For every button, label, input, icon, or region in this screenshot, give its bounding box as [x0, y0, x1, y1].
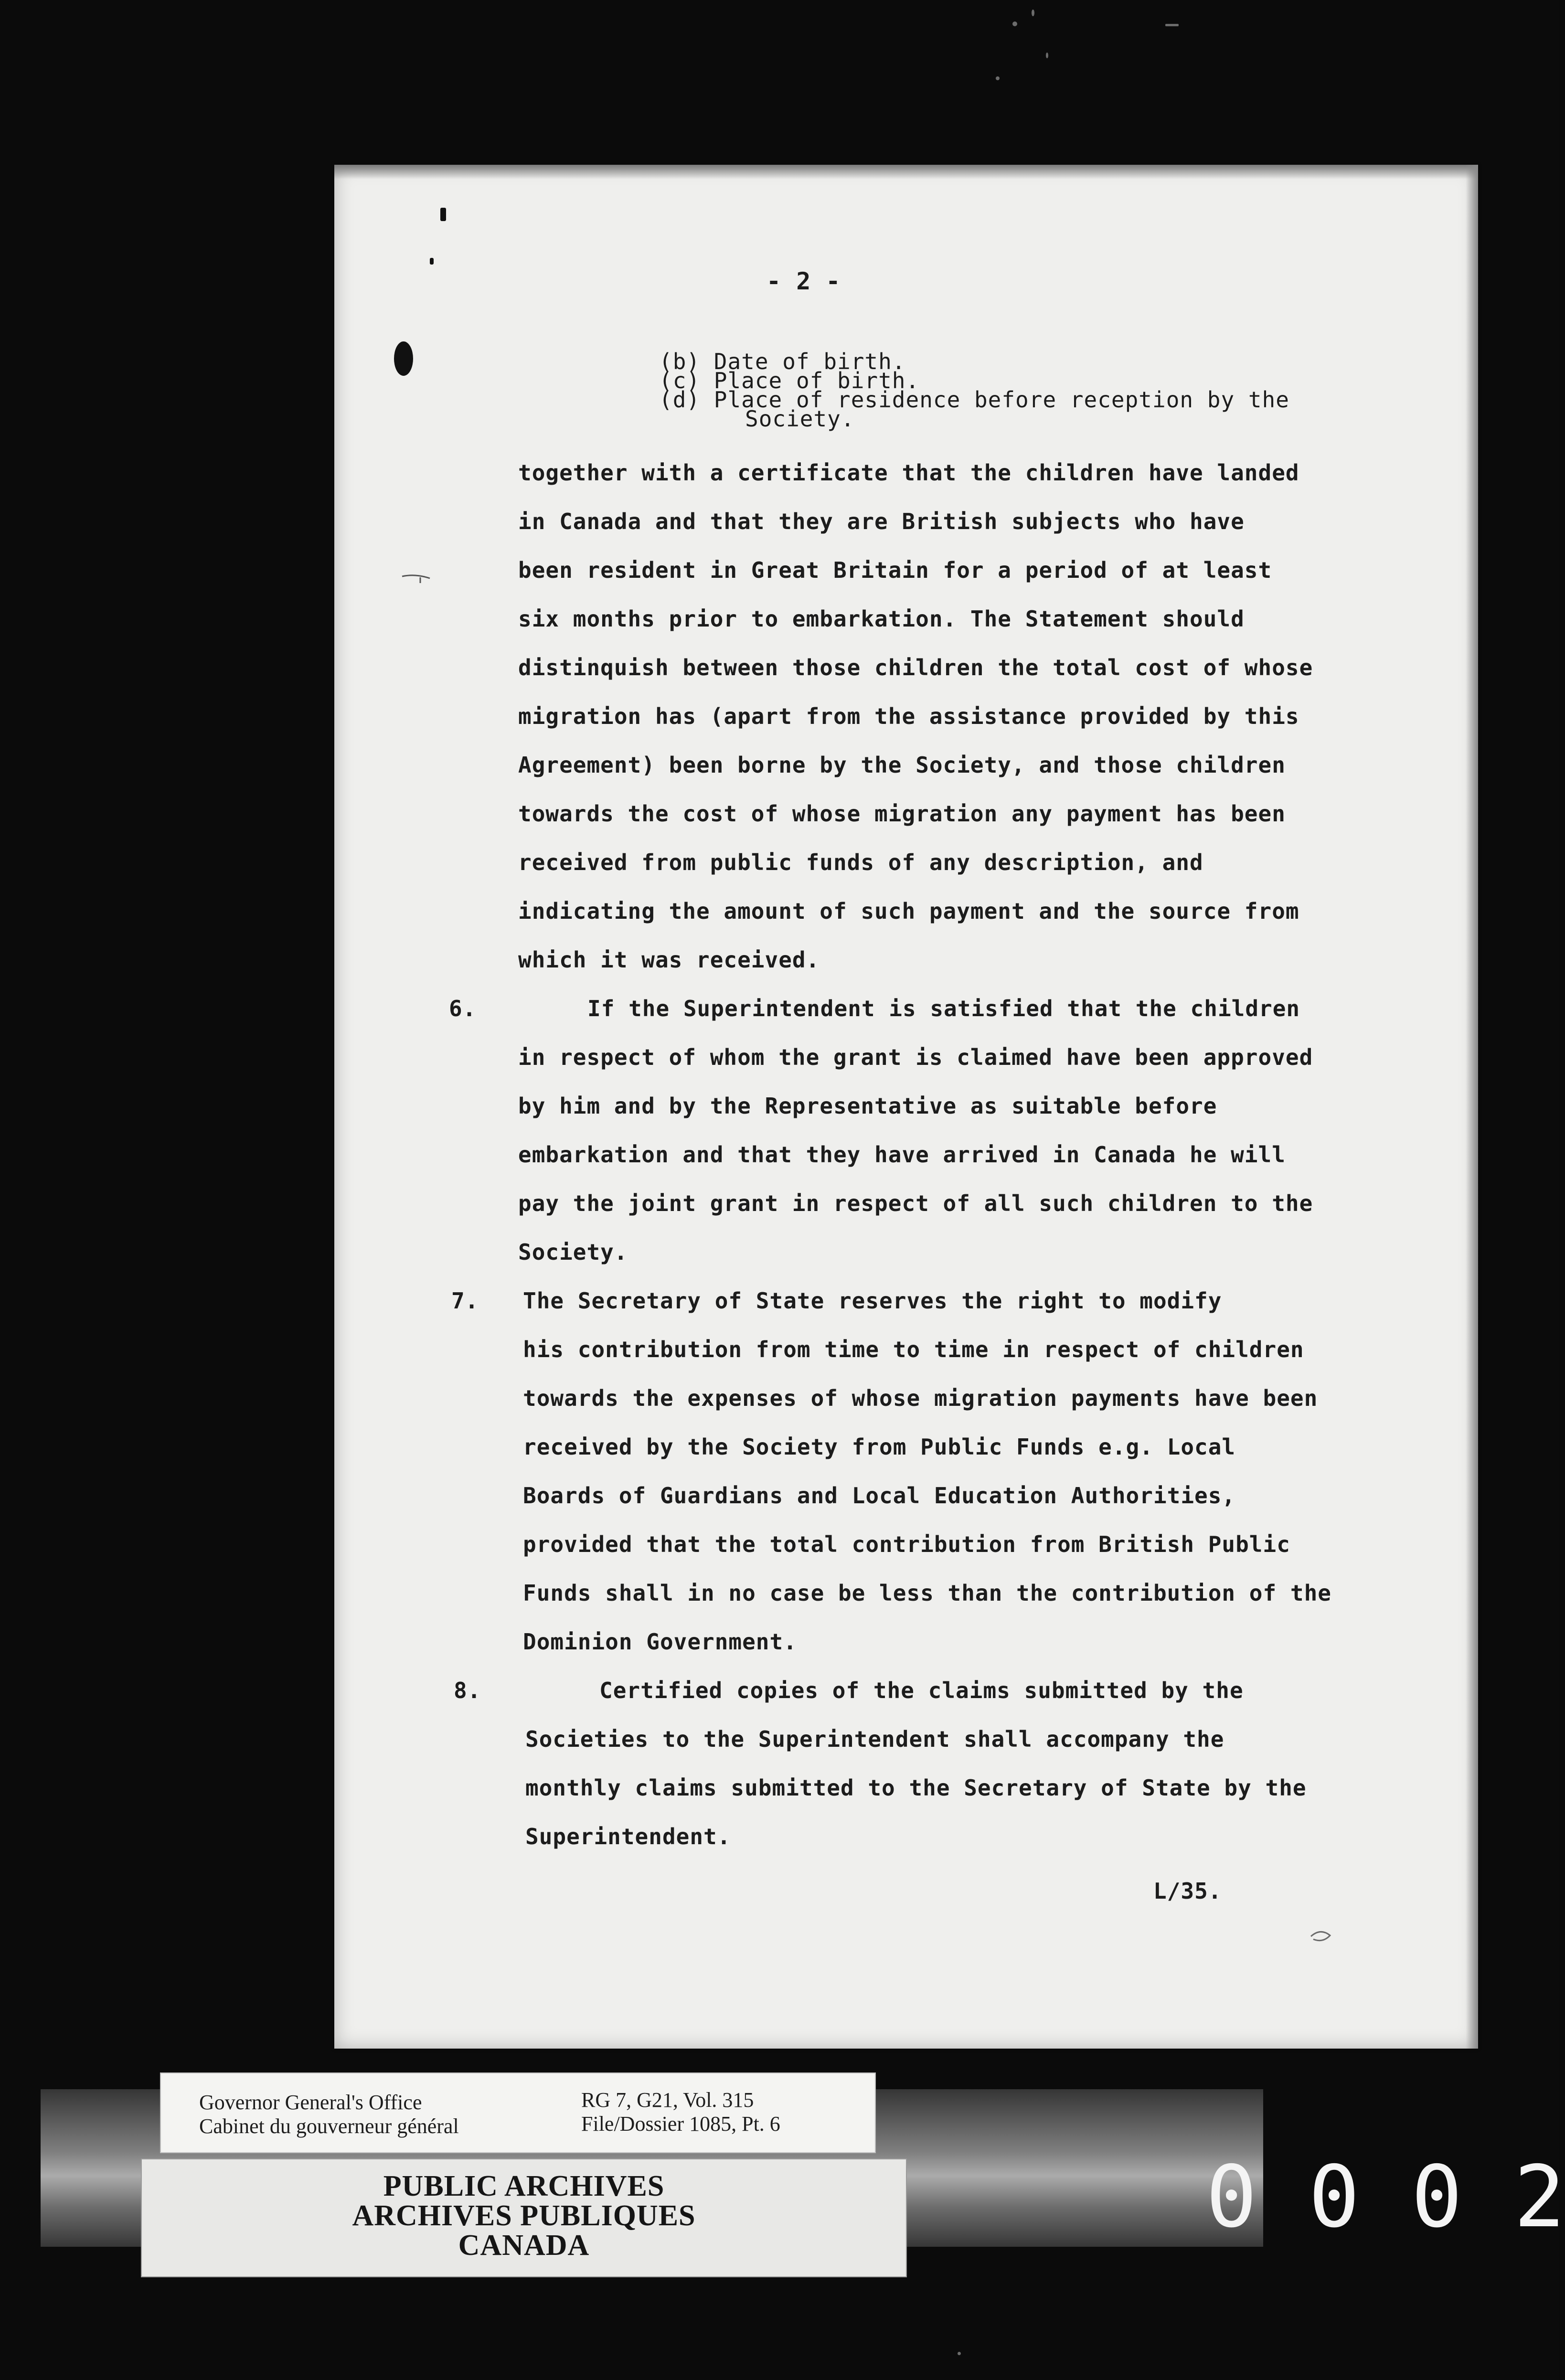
paragraph-line: his contribution from time to time in respect of children	[523, 1337, 1304, 1362]
paragraph-line: embarkation and that they have arrived in Canada he will	[518, 1142, 1286, 1168]
archives-line-country: CANADA	[458, 2229, 590, 2262]
pencil-mark	[1309, 1927, 1337, 1946]
paragraph-number: 6.	[449, 996, 477, 1021]
paragraph-line: in respect of whom the grant is claimed have been approved	[518, 1044, 1313, 1070]
frame-number-digit: 0	[1411, 2147, 1463, 2246]
document-page	[334, 165, 1478, 2049]
paragraph-line: migration has (apart from the assistance provided by this	[518, 703, 1299, 729]
paragraph-line: The Secretary of State reserves the right to modify	[523, 1288, 1222, 1314]
frame-number-digit: 2	[1514, 2147, 1565, 2246]
film-speck	[1012, 21, 1017, 26]
office-name-english: Governor General's Office	[199, 2091, 422, 2114]
punch-mark	[430, 258, 434, 265]
paragraph-line: Certified copies of the claims submitted by the	[599, 1678, 1244, 1703]
archives-line-french: ARCHIVES PUBLIQUES	[352, 2199, 696, 2232]
paragraph-line: Boards of Guardians and Local Education Authorities,	[523, 1483, 1236, 1509]
archive-reference-label	[160, 2072, 876, 2153]
list-item-c: (c) Place of birth.	[659, 368, 920, 393]
paragraph-line: been resident in Great Britain for a period of at least	[518, 557, 1272, 583]
page-number: - 2 -	[767, 267, 841, 295]
record-group: RG 7, G21, Vol. 315	[581, 2088, 754, 2112]
paragraph-line: indicating the amount of such payment and the source from	[518, 898, 1299, 924]
paragraph-line: pay the joint grant in respect of all such children to the	[518, 1190, 1313, 1216]
film-speck	[996, 76, 1000, 80]
paragraph-line: received from public funds of any description, and	[518, 850, 1203, 875]
file-number: File/Dossier 1085, Pt. 6	[581, 2112, 780, 2136]
paragraph-line: towards the expenses of whose migration payments have been	[523, 1385, 1318, 1411]
paragraph-line: in Canada and that they are British subjects who have	[518, 509, 1245, 534]
paragraph-line: received by the Society from Public Funds e.g. Local	[523, 1434, 1236, 1460]
paragraph-line: monthly claims submitted to the Secretary of State by the	[525, 1775, 1307, 1801]
paragraph-line: Dominion Government.	[523, 1629, 797, 1655]
paragraph-line: together with a certificate that the children have landed	[518, 460, 1299, 486]
film-speck	[958, 2352, 961, 2355]
paragraph-line: towards the cost of whose migration any payment has been	[518, 801, 1286, 827]
punch-mark	[440, 208, 446, 221]
paragraph-line: Superintendent.	[525, 1824, 731, 1849]
paragraph-line: If the Superintendent is satisfied that the children	[587, 996, 1300, 1021]
paragraph-line: by him and by the Representative as suitable before	[518, 1093, 1217, 1119]
public-archives-stamp	[141, 2158, 907, 2277]
paragraph-number: 7.	[451, 1288, 479, 1314]
list-item-b: (b) Date of birth.	[659, 349, 906, 374]
film-speck	[1165, 24, 1179, 26]
office-name-french: Cabinet du gouverneur général	[199, 2114, 459, 2138]
punch-hole	[394, 341, 413, 376]
paragraph-line: which it was received.	[518, 947, 820, 973]
paragraph-line: Society.	[518, 1239, 628, 1265]
paragraph-line: six months prior to embarkation. The Statement should	[518, 606, 1245, 632]
paragraph-line: Funds shall in no case be less than the contribution of the	[523, 1580, 1331, 1606]
reference-code: L/35.	[1153, 1878, 1222, 1904]
paragraph-line: distinquish between those children the total cost of whose	[518, 655, 1313, 680]
paragraph-line: Societies to the Superintendent shall accompany the	[525, 1726, 1224, 1752]
archives-line-english: PUBLIC ARCHIVES	[383, 2170, 665, 2202]
frame-number-digit: 0	[1206, 2147, 1257, 2246]
page-right-shadow	[1466, 165, 1478, 2049]
list-item-d: (d) Place of residence before reception by the	[659, 387, 1289, 413]
frame-number-digit: 0	[1309, 2147, 1360, 2246]
film-speck	[1032, 10, 1034, 16]
page-top-shadow	[334, 165, 1478, 179]
pencil-mark	[401, 571, 439, 585]
paragraph-number: 8.	[454, 1678, 481, 1703]
paragraph-line: Agreement) been borne by the Society, and those children	[518, 752, 1286, 778]
paragraph-line: provided that the total contribution from British Public	[523, 1531, 1290, 1557]
film-speck	[1046, 53, 1048, 58]
list-item-d-continued: Society.	[745, 406, 855, 432]
